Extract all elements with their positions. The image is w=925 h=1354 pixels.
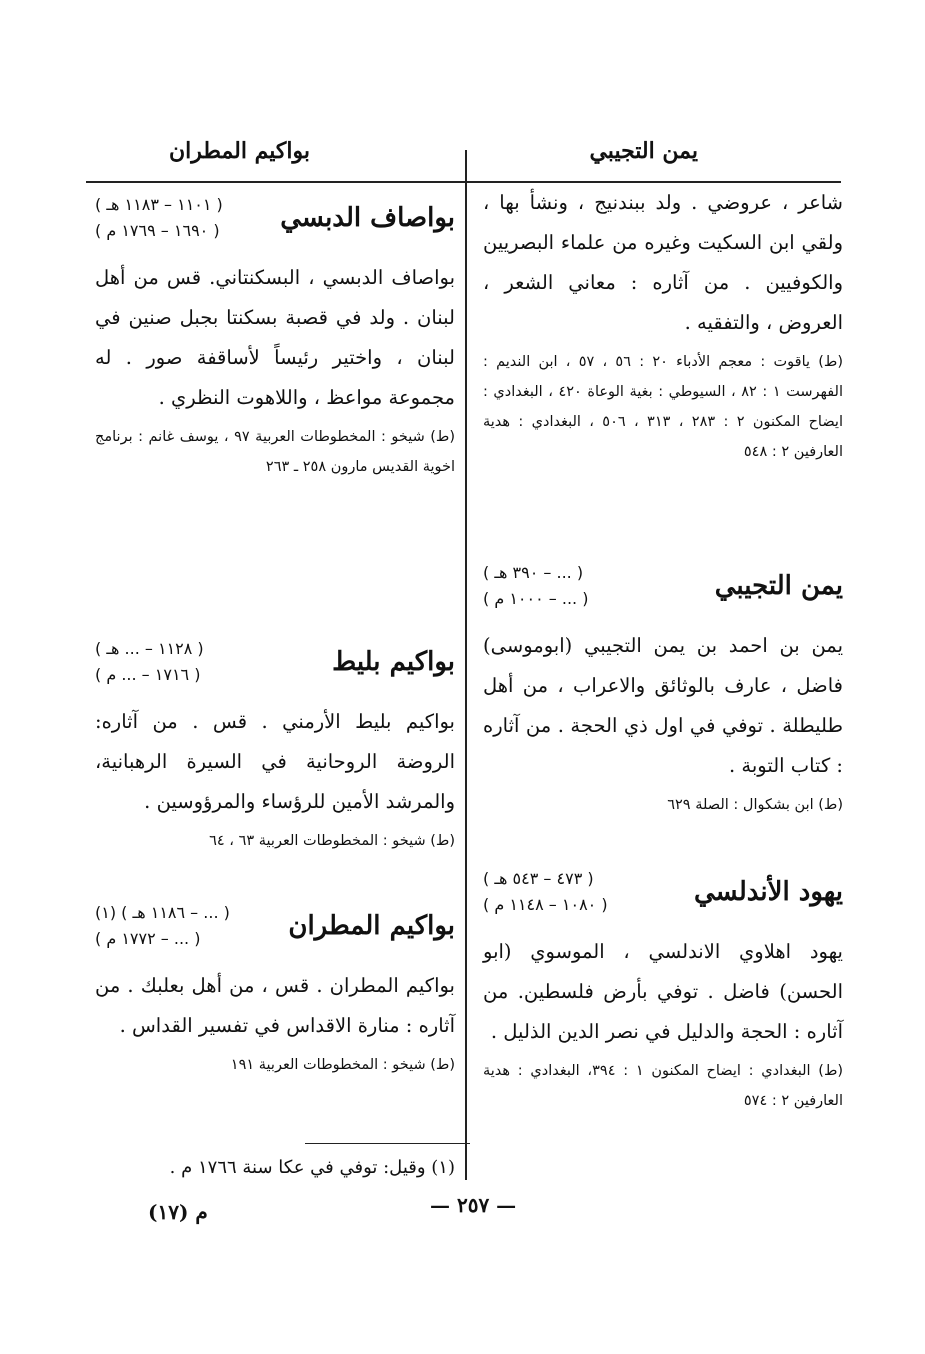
page-number: — ٢٥٧ — [430, 1193, 517, 1217]
entry-continuation-body: شاعر ، عروضي . ولد ببندنيج ، ونشأ بها ، ولقي ابن السكيت وغيره من علماء البصريين والكوفيين . من آثاره : معاني الشعر ، العروض ، والتفقيه . [483, 191, 843, 334]
entry-name: بواكيم المطران [288, 911, 455, 941]
entry-continuation-ref: (ط) ياقوت : معجم الأدباء ٢٠ : ٥٦ ، ٥٧ ، ابن النديم : الفهرست ١ : ٨٢ ، السيوطي : بغية الوعاة ٤٢٠ ، البغدادي : ايضاح المكنون ٢ : ٢٨٣ ، ٣١٣ ، ٥٠٦ ، البغدادي : هدية العارفين ٢ : ٥٤٨ [483, 354, 843, 460]
entry-heading [483, 560, 843, 612]
right-column [483, 183, 843, 467]
column-divider [465, 150, 467, 1180]
entry-dates-hijri: ( ١١٢٨ – ... هـ ) [95, 639, 204, 658]
entry-heading [95, 636, 455, 688]
entry-bawakim-bulayt [95, 636, 455, 856]
entry-body: بواصاف الدبسي ، البسكنتاني. قس من أهل لبنان . ولد في قصبة بسكنتا بجبل صنين في لبنان ، واختير رئيساً لأساقفة صور . له مجموعة مواعظ ، واللاهوت النظري . [95, 266, 455, 409]
entry-name: يهود الأندلسي [693, 877, 843, 907]
entry-dates-gregorian: ( ... – ١٧٧٢ م ) [95, 929, 201, 948]
entry-dates [95, 900, 230, 952]
entry-ref: (ط) البغدادي : ايضاح المكنون ١ : ٣٩٤، البغدادي : هدية العارفين ٢ : ٥٧٤ [483, 1063, 844, 1109]
entry-name: بواصاف الدبسي [280, 203, 455, 233]
entry-ref: (ط) شيخو : المخطوطات العربية ١٩١ [230, 1057, 455, 1073]
entry-ref: (ط) ابن بشكوال : الصلة ٦٢٩ [667, 797, 843, 813]
entry-dates [95, 636, 204, 688]
running-title-left: بواكيم المطران [168, 138, 310, 164]
entry-bawakim-matran [95, 900, 455, 1080]
entry-name: بواكيم بليط [332, 647, 455, 677]
entry-dates-hijri: ( ٤٧٣ – ٥٤٣ هـ ) [483, 869, 594, 888]
entry-body: بواكيم المطران . قس ، من أهل بعلبك . من آثاره : منارة الاقداس في تفسير القداس . [95, 974, 455, 1037]
entry-body: بواكيم بليط الأرمني . قس . من آثاره: الروضة الروحانية في السيرة الرهبانية، والمرشد الأمين للرؤساء والمرؤوسين . [95, 710, 455, 813]
entry-dates-gregorian: ( ١٧١٦ – ... م ) [95, 665, 201, 684]
entry-ref: (ط) شيخو : المخطوطات العربية ٦٣ ، ٦٤ [209, 833, 455, 849]
entry-dates-gregorian: ( ... – ١٠٠٠ م ) [483, 589, 589, 608]
entry-dates-gregorian: ( ١٠٨٠ – ١١٤٨ م ) [483, 895, 608, 914]
entry-yaman-tujibi [483, 560, 843, 820]
entry-name: يمن التجيبي [714, 571, 843, 601]
footnote: (١) وقيل: توفي في عكا سنة ١٧٦٦ م . [169, 1157, 455, 1178]
entry-body: يمن بن احمد بن يمن التجيبي (ابوموسى) فاضل ، عارف بالوثائق والاعراب ، من أهل طليطلة . توفي في اول ذي الحجة . من آثاره : كتاب التوبة . [483, 634, 843, 777]
running-title-right: يمن التجيبي [589, 138, 698, 164]
entry-dates-gregorian: ( ١٦٩٠ – ١٧٦٩ م ) [95, 221, 220, 240]
entry-yahud-andalusi [483, 866, 843, 1116]
entry-dates-hijri: ( ... – ١١٨٦ هـ ) (١) [95, 903, 230, 922]
entry-dates-hijri: ( ١١٠١ – ١١٨٣ هـ ) [95, 195, 223, 214]
entry-dates [95, 192, 223, 244]
entry-heading [95, 900, 455, 952]
footnote-rule [305, 1143, 470, 1144]
entry-body: يهود اهلاوي الاندلسي ، الموسوي (ابو الحسن) فاضل . توفي بأرض فلسطين. من آثاره : الحجة والدليل في نصر الدين الذليل . [483, 940, 843, 1043]
entry-ref: (ط) شيخو : المخطوطات العربية ٩٧ ، يوسف غانم : برنامج اخوية القديس مارون ٢٥٨ ـ ٢٦٣ [95, 429, 455, 475]
entry-heading [95, 192, 455, 244]
entry-heading [483, 866, 843, 918]
entry-dates-hijri: ( ... – ٣٩٠ هـ ) [483, 563, 584, 582]
entry-dates [483, 560, 588, 612]
entry-dates [483, 866, 608, 918]
entry-bawasaf-dibsi [95, 192, 455, 482]
signature-mark: م (١٧) [148, 1200, 208, 1224]
